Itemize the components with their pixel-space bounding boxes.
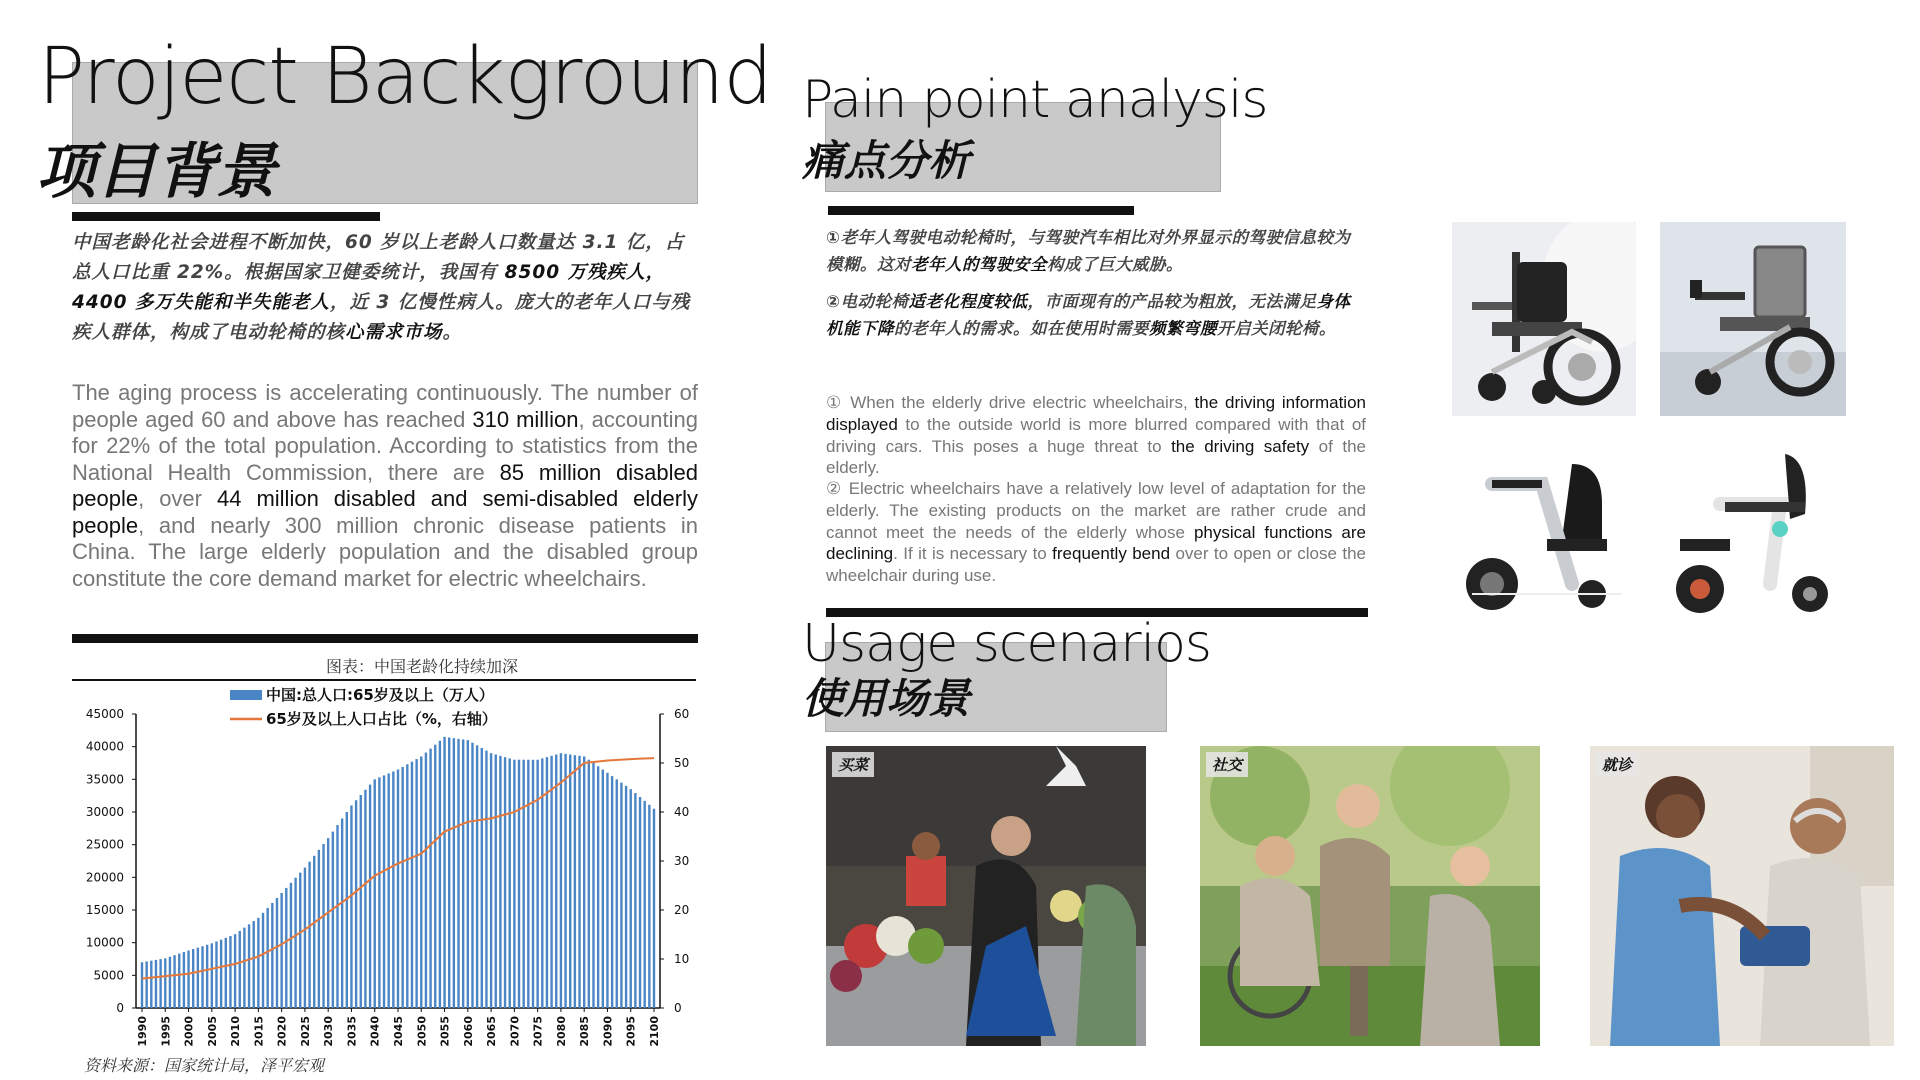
aging-chart [72,648,696,1068]
x-tick-label: 2100 [648,1016,661,1047]
x-tick-label: 2055 [438,1016,452,1047]
body-text: 中国老龄化社会进程不断加快，60 岁以上老龄人口数量达 3.1 亿，占总人口比重 22%。根据国家卫健委统计，我国有 [72,232,685,283]
scene-photo-clinic [1590,746,1894,1046]
x-tick-label: 2065 [485,1016,499,1047]
pain-title-underline [828,206,1134,215]
population-bar [364,790,366,1008]
body-text: to the outside world is more blurred compared with that of driving cars. This poses a huge threat to [826,414,1366,456]
x-tick-label: 2000 [182,1016,196,1047]
highlight-text: physical functions are declining [826,522,1366,564]
highlight-text: the driving information displayed [826,393,1366,434]
population-bar [643,801,645,1008]
highlight-text: 身体机能下降 [826,292,1351,338]
highlight-text: 8500 万残疾人，4400 多万失能和半失能老人 [72,262,666,313]
population-bar [243,928,245,1008]
population-bar [457,739,459,1008]
population-bar [350,805,352,1008]
population-bar [602,770,604,1008]
background-cn-paragraph [72,228,698,348]
population-bar [550,756,552,1008]
x-tick-label: 2040 [368,1016,382,1047]
population-bar [467,740,469,1008]
scene-tag-social: 社交 [1206,752,1248,777]
scene-photo-grocery [826,746,1146,1046]
population-bar [648,805,650,1008]
x-tick-label: 2025 [298,1016,312,1047]
body-text: ①老年人驾驶电动轮椅时，与驾驶汽车相比对外界显示的驾驶信息较为模糊。这对 [826,228,1351,274]
population-bar [574,755,576,1008]
population-bar [299,873,301,1008]
wheelchair-photo-1 [1452,222,1636,416]
population-bar [434,745,436,1008]
pain-cn-point-1 [826,224,1366,278]
body-text: ，近 3 亿慢性病人。庞大的老年人口与残疾人群体，构成了电动轮椅的核 [72,292,691,343]
population-bar [280,893,282,1008]
x-tick-label: 2050 [415,1016,429,1047]
population-bar [211,943,213,1008]
x-tick-label: 2015 [252,1016,266,1047]
y-left-tick-label: 25000 [85,837,124,852]
population-bar [327,838,329,1008]
y-left-tick-label: 0 [116,1001,124,1015]
population-bar [155,960,157,1008]
population-bar [560,753,562,1008]
population-bar [187,951,189,1008]
population-bar [592,763,594,1008]
x-tick-label: 2020 [275,1016,289,1047]
y-right-tick-label: 0 [674,1001,682,1015]
population-bar [369,785,371,1008]
y-right-tick-label: 40 [674,805,690,819]
population-bar [378,777,380,1008]
population-bar [527,760,529,1008]
pain-title-en: Pain point analysis [802,70,1268,130]
x-tick-label: 2095 [624,1016,638,1047]
highlight-text: the driving safety [1171,436,1310,456]
x-tick-label: 1995 [159,1016,173,1047]
population-bar [532,760,534,1008]
population-bar [625,786,627,1008]
body-text: ① When the elderly drive electric wheelchairs, [826,393,1195,412]
population-bar [164,958,166,1008]
population-bar [220,940,222,1008]
population-bar [495,755,497,1008]
background-title-underline [72,212,380,221]
population-bar [616,779,618,1008]
legend-line-label: 65岁及以上人口占比（%，右轴） [266,710,497,728]
body-text: 的老年人的需求。如在使用时需要 [894,319,1149,338]
population-bar [308,862,310,1008]
population-bar [485,751,487,1008]
population-bar [429,749,431,1008]
chart-title: 图表：中国老龄化持续加深 [325,657,519,676]
population-bar [336,825,338,1008]
population-bar [443,737,445,1008]
population-bar [406,764,408,1008]
population-bar [620,783,622,1008]
highlight-text: frequently bend [1052,544,1171,564]
y-left-tick-label: 30000 [85,805,124,819]
scene-tag-clinic: 就诊 [1596,752,1638,777]
population-bar [253,921,255,1008]
body-text: , accounting for 22% of the total population. According to statistics from the National Health Commission, there are [72,406,698,485]
population-bar [476,745,478,1008]
population-bar [383,775,385,1008]
body-text: . If it is necessary to [893,544,1053,564]
population-bar [639,797,641,1008]
population-bar [504,757,506,1008]
y-left-tick-label: 20000 [85,870,124,885]
population-bar [536,760,538,1008]
population-bar [569,755,571,1008]
population-bar [201,946,203,1008]
body-text: ②电动轮椅 [826,292,909,311]
pain-en-point-2 [826,478,1366,587]
population-bar [266,908,268,1008]
population-bar [192,949,194,1008]
y-left-tick-label: 15000 [85,903,124,917]
wheelchair-photo-2 [1660,222,1846,416]
wheelchair-photo-4 [1660,444,1846,620]
population-bar [239,931,241,1008]
population-bar [197,948,199,1008]
population-bar [653,809,655,1008]
population-bar [397,770,399,1008]
population-bar [630,789,632,1008]
highlight-text: 310 million [472,406,579,432]
population-bar [341,819,343,1008]
population-bar [290,883,292,1008]
y-right-tick-label: 50 [674,756,690,770]
population-bar [509,758,511,1008]
pain-en-point-1 [826,392,1366,479]
population-bar [294,878,296,1008]
population-bar [481,748,483,1008]
x-tick-label: 2035 [345,1016,359,1047]
population-bar [150,961,152,1008]
population-bar [588,760,590,1008]
population-bar [611,776,613,1008]
population-bar [555,755,557,1008]
population-bar [374,779,376,1008]
population-bar [420,756,422,1008]
chart-top-rule [72,634,698,643]
population-bar [215,941,217,1008]
population-bar [448,738,450,1008]
highlight-text: 老年人的驾驶安全 [911,255,1047,274]
population-bar [546,757,548,1008]
population-bar [173,955,175,1008]
x-tick-label: 2080 [554,1016,568,1047]
population-bar [401,767,403,1008]
population-bar [439,741,441,1008]
population-bar [522,760,524,1008]
y-right-tick-label: 10 [674,952,690,966]
x-tick-label: 1990 [136,1016,149,1047]
highlight-text: 心需求市场 [345,322,443,343]
population-bar [183,952,185,1008]
population-bar [518,760,520,1008]
legend-bar-swatch [230,690,262,700]
body-text: ，市面现有的产品较为粗放，无法满足 [1027,292,1317,311]
scene-photo-social [1200,746,1540,1046]
population-bar [597,766,599,1008]
body-text: of the elderly. [826,436,1366,478]
population-bar [248,924,250,1008]
population-bar [606,773,608,1008]
population-bar [634,793,636,1008]
body-text: 。 [442,322,463,343]
x-tick-label: 2045 [392,1016,405,1047]
y-left-tick-label: 5000 [93,968,124,983]
pain-title-cn: 痛点分析 [802,136,971,185]
x-tick-label: 2010 [229,1016,243,1047]
y-right-tick-label: 30 [674,854,690,868]
population-bar [271,903,273,1008]
legend-bar-label: 中国:总人口:65岁及以上（万人） [266,686,494,704]
population-bar [499,756,501,1008]
highlight-text: 频繁弯腰 [1149,319,1217,338]
population-bar [313,856,315,1008]
population-bar [332,832,334,1008]
y-right-tick-label: 20 [674,903,690,917]
x-tick-label: 2090 [601,1016,615,1047]
population-bar [145,961,147,1008]
population-bar [257,918,259,1008]
background-title-en: Project Background [38,32,772,122]
usage-title-cn: 使用场景 [802,674,971,723]
population-bar [234,934,236,1008]
y-left-tick-label: 45000 [85,707,124,721]
body-text: over to open or close the wheelchair during use. [826,544,1366,586]
body-text: , and nearly 300 million chronic disease patients in China. The large elderly population and the disabled group constitute the core demand market for electric wheelchairs. [72,512,698,591]
population-bar [229,936,231,1008]
population-bar [355,800,357,1008]
population-bar [262,913,264,1008]
x-tick-label: 2030 [322,1016,336,1047]
population-bar [322,844,324,1008]
highlight-text: 适老化程度较低 [908,292,1028,311]
x-tick-label: 2060 [461,1016,475,1047]
body-text: ② Electric wheelchairs have a relatively low level of adaptation for the elderly. The existing products on the market are rather crude and cannot meet the needs of the elderly whose [826,479,1366,542]
population-bar [159,959,161,1008]
usage-title-en: Usage scenarios [802,614,1211,674]
pain-cn-point-2 [826,288,1366,342]
population-bar [346,812,348,1008]
y-left-tick-label: 40000 [85,739,124,754]
body-text: , over [138,486,217,511]
population-bar [490,753,492,1008]
population-bar [285,888,287,1008]
y-right-tick-label: 60 [674,707,690,721]
wheelchair-photo-3 [1452,444,1636,620]
population-bar [462,739,464,1008]
body-text: 构成了巨大威胁。 [1047,255,1183,274]
chart-source: 资料来源：国家统计局，泽平宏观 [84,1056,325,1075]
scene-tag-grocery: 买菜 [832,752,874,777]
population-bar [276,898,278,1008]
population-bar [392,771,394,1008]
population-bar [411,762,413,1008]
x-tick-label: 2075 [531,1016,545,1047]
y-left-tick-label: 35000 [85,772,124,787]
y-left-tick-label: 10000 [85,935,124,950]
population-bar [564,754,566,1008]
population-bar [360,795,362,1008]
population-bar [583,756,585,1008]
highlight-text: 85 million disabled people [72,459,698,511]
x-tick-label: 2085 [578,1016,592,1047]
population-bar [578,756,580,1008]
population-bar [169,957,171,1008]
population-bar [304,868,306,1008]
highlight-text: 44 million disabled and semi-disabled elderly people [72,486,698,538]
population-bar [225,938,227,1008]
population-bar [318,850,320,1008]
x-tick-label: 2005 [205,1016,219,1047]
body-text: 开启关闭轮椅。 [1217,319,1336,338]
background-title-cn: 项目背景 [36,137,276,207]
population-bar [415,759,417,1008]
population-bar [513,760,515,1008]
population-bar [471,743,473,1008]
population-bar [387,773,389,1008]
population-bar [206,945,208,1008]
population-bar [178,954,180,1008]
body-text: The aging process is accelerating continuously. The number of people aged 60 and above has reached [72,380,698,432]
population-bar [141,962,143,1008]
x-tick-label: 2070 [508,1016,522,1047]
population-bar [453,738,455,1008]
population-bar [425,753,427,1008]
background-en-paragraph [72,380,698,592]
